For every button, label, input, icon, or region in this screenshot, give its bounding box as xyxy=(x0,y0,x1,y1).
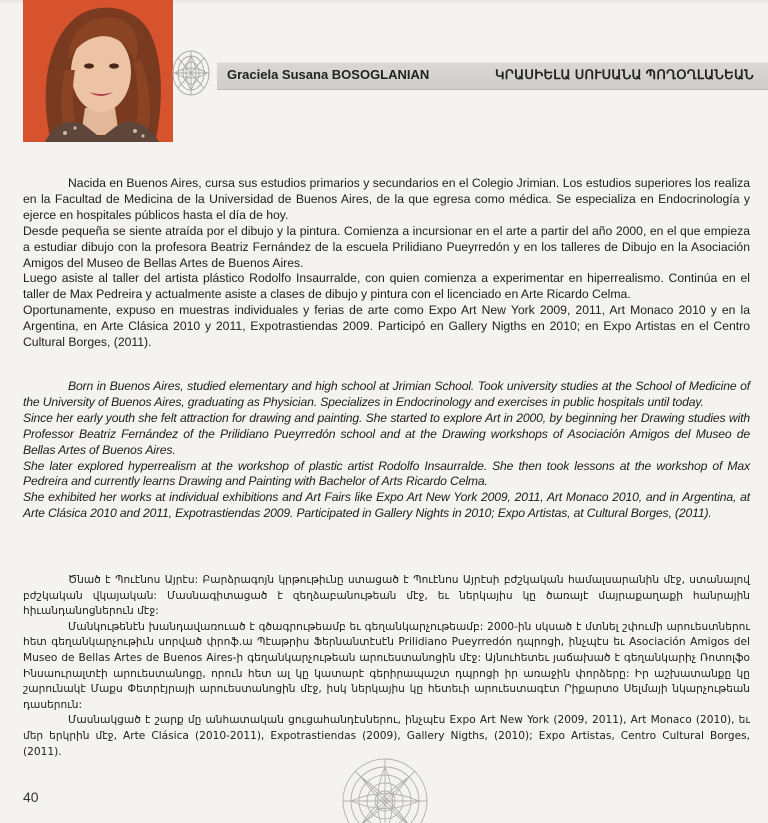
portrait-photo xyxy=(23,0,173,142)
page-number: 40 xyxy=(23,789,39,805)
english-paragraph: Since her early youth she felt attraction for drawing and painting. She started to explore Art in 2000, by beginning her Drawing studies with Professor Beatriz Fernández of the Prilidiano Pueyrredón school and at the Drawing workshops of Asociación Amigos del Museo de Bellas Artes of Buenos Aires. xyxy=(23,410,750,457)
armenian-paragraph: Մասնակցած է շարք մը անհատական ցուցահանդէսներու, ինչպէս Expo Art New York (2009, 2011), Art Monaco (2010), եւ մեր երկրին մէջ, Arte Clásica (2010-2011), Expotrastiendas (2009), Gallery Nigths, (2010); Expo Artistas, Centro Cultural Borges, (2011). xyxy=(23,714,750,758)
armenian-paragraph: Ծնած է Պուէնոս Այրէս: Բարձրագոյն կրթութիւնը ստացած է Պուէնոս Այրէսի բժշկական համալսարանին մէջ, ստանալով բժշկական վկայական: Մասնագիտացած է զեղձաբանութեան մէջ, եւ ներկայիս կը ծառայէ մայրաքաղաքի հանրային հիւանդանոցներուն մէջ: xyxy=(23,574,750,618)
english-paragraph: She later explored hyperrealism at the workshop of plastic artist Rodolfo Insaurralde. She then took lessons at the workshop of Max Pedreira and currently learns Drawing and Painting with Bachelor of Arts Ricardo Celma. xyxy=(23,458,750,489)
armenian-paragraph: Մանկութենէն խանդավառուած է գծագրութեամբ եւ գեղանկարչութեամբ: 2000-ին սկսած է մտնել շփումի արուեստներու հետ գեղանկարչութիւն սորված փրոֆ.ա Պէաթրիս Ֆերնանտէսէն Prilidiano Pueyrredón դպրոցի, ինչպէս եւ Asociación Amigos del Museo de Bellas Artes de Buenos Aires-ի գեղանկարչութեան արուեստանոցին մէջ: Այնուհետեւ յաճախած է գեղանկարիչ Ռոտոլֆօ Ինսաուրալտէի արուեստանոցը, որուն հետ ալ կը կատարէ գերիրապաշտ դպրոցի իր առաջին փորձերը: Իր աշխատանքը կը շարունակէ Մաքս Փետրէյրայի արուեստանոցին մէջ, իսկ ներկայիս կը հետեւի արուեստագէտ Րիքարտօ Սելմայի նկարչութեան դասերուն: xyxy=(23,620,750,711)
spanish-paragraph: Luego asiste al taller del artista plástico Rodolfo Insaurralde, con quien comienza a experimentar en hiperrealismo. Continúa en el taller de Max Pedreira y actualmente asiste a clases de dibujo y pintura con el licenciado en Arte Ricardo Celma. xyxy=(23,271,750,302)
english-paragraph: Born in Buenos Aires, studied elementary and high school at Jrimian School. Took university studies at the School of Medicine of the University of Buenos Aires, graduating as Physician. Specializes in Endocrinology and exercises in public hospitals until today. xyxy=(23,379,750,409)
biography-spanish xyxy=(23,176,750,351)
spanish-paragraph: Oportunamente, expuso en muestras individuales y ferias de arte como Expo Art New York 2009, 2011, Art Monaco 2010 y en la Argentina, en Arte Clásica 2010 y 2011, Expotrastiendas 2009. Participó en Gallery Nigths en 2010; en Expo Artistas en el Centro Cultural Borges, (2011). xyxy=(23,303,750,350)
spanish-paragraph: Desde pequeña se siente atraída por el dibujo y la pintura. Comienza a incursionar en el arte a partir del año 2000, en el que empieza a estudiar dibujo con la profesora Beatriz Fernández de la escuela Prilidiano Pueyrredón y en los talleres de Dibujo en la Asociación Amigos del Museo de Bellas Artes de Buenos Aires. xyxy=(23,223,750,270)
artist-name-armenian: ԿՐԱՍԻԵԼԱ ՍՈՒՍԱՆԱ ՊՈՂՕՂԼԱՆԵԱՆ xyxy=(494,67,754,82)
english-paragraph: She exhibited her works at individual exhibitions and Art Fairs like Expo Art New York 2009, 2011, Art Monaco 2010, and in Argentina, at Arte Clásica 2010 and 2011, Expotrastiendas 2009. Participated in Gallery Nights in 2010; Expo Artistas, at Cultural Borges, (2011). xyxy=(23,490,750,521)
biography-armenian xyxy=(23,573,750,760)
name-header-bar xyxy=(217,62,768,90)
biography-english xyxy=(23,379,750,522)
artist-name-latin: Graciela Susana BOSOGLANIAN xyxy=(227,67,430,82)
spanish-paragraph: Nacida en Buenos Aires, cursa sus estudios primarios y secundarios en el Colegio Jrimian. Los estudios superiores los realiza en la Facultad de Medicina de la Universidad de Buenos Aires, de la que egresa como médica. Se especializa en Endocrinología y ejerce en hospitales públicos hasta el día de hoy. xyxy=(23,176,750,222)
portrait-photo-icon xyxy=(23,0,173,142)
rosette-ornament-icon xyxy=(171,48,211,98)
bottom-rosette-ornament-icon xyxy=(340,756,430,823)
